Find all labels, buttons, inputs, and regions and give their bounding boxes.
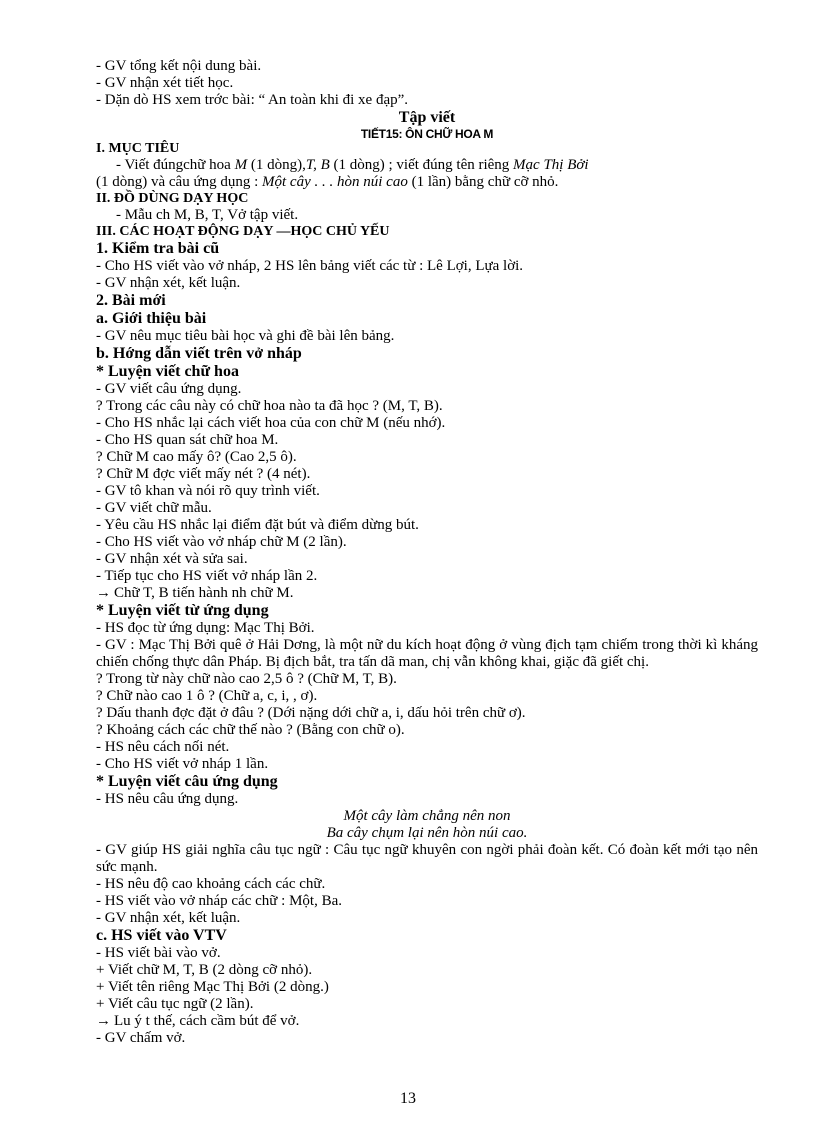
subsection-heading: * Luyện viết câu ứng dụng [96,773,278,790]
text-line [96,157,758,174]
section-heading: III. CÁC HOẠT ĐỘNG DẠY —HỌC CHỦ YẾU [96,224,390,239]
proverb-line: Ba cây chụm lại nên hòn núi cao. [326,825,528,841]
section-heading: I. MỤC TIÊU [96,141,180,156]
text-line [96,1013,758,1030]
text-line: - Cho HS viết vào vở nháp, 2 HS lên bảng viết các từ : Lê Lợi, Lựa lời. [96,258,524,274]
text-line: - Mẫu ch M, B, T, Vở tập viết. [116,207,299,223]
text-line: - GV nhận xét tiết học. [96,75,234,91]
right-arrow-icon: → [96,1013,111,1029]
text-line: ? Chữ nào cao 1 ô ? (Chữ a, c, i, , ơ). [96,688,318,704]
text-run: M [234,157,248,173]
text-paragraph: - GV giúp HS giải nghĩa câu tục ngữ : Câu tục ngữ khuyên con ngời phải đoàn kết. Có đoàn kết mới tạo nên sức mạnh. [96,842,758,875]
text-run: (1 dòng) và câu ứng dụng : [96,174,263,190]
subsection-heading: a. Giới thiệu bài [96,310,207,327]
text-line: - GV nhận xét, kết luận. [96,275,241,291]
text-run: Lu ý t thế, cách cầm bút để vở. [114,1013,300,1029]
text-line: ? Trong các câu này có chữ hoa nào ta đã học ? (M, T, B). [96,398,443,414]
text-line [96,585,758,602]
text-paragraph: - GV : Mạc Thị Bởi quê ở Hải Dơng, là một nữ du kích hoạt động ở vùng địch tạm chiếm trong thời kì kháng chiến chống thực dân Pháp. Bị địch bắt, tra tấn dã man, chị vẫn không khai, giặc đã giết chị. [96,637,758,670]
text-line: - GV viết chữ mẫu. [96,500,212,516]
text-line: - GV viết câu ứng dụng. [96,381,242,397]
subsection-heading: * Luyện viết chữ hoa [96,363,239,380]
text-line: - Dặn dò HS xem trớc bài: “ An toàn khi đi xe đạp”. [96,92,409,108]
subsection-heading: 2. Bài mới [96,292,166,309]
page-number: 13 [400,1090,416,1107]
text-run: (1 lần) bằng chữ cỡ nhỏ. [407,174,559,190]
text-line: - Yêu cầu HS nhắc lại điểm đặt bút và điểm dừng bút. [96,517,419,533]
proverb-line: Một cây làm chẳng nên non [343,808,511,824]
text-line: - GV tô khan và nói rõ quy trình viết. [96,483,320,499]
text-line: - Cho HS nhắc lại cách viết hoa của con chữ M (nếu nhớ). [96,415,446,431]
lesson-title: Tập viết [398,109,456,126]
text-line: - GV nhận xét, kết luận. [96,910,241,926]
text-line: ? Chữ M đợc viết mấy nét ? (4 nét). [96,466,311,482]
text-line: - HS nêu cách nối nét. [96,739,230,755]
text-run: T, B [305,157,330,173]
text-run: Chữ T, B tiến hành nh chữ M. [114,585,294,601]
text-line: - GV tổng kết nội dung bài. [96,58,262,74]
text-line: + Viết tên riêng Mạc Thị Bởi (2 dòng.) [96,979,329,995]
subsection-heading: * Luyện viết từ ứng dụng [96,602,269,619]
text-line: + Viết câu tục ngữ (2 lần). [96,996,254,1012]
text-run: Một cây . . . hòn núi cao [262,174,408,190]
subsection-heading: c. HS viết vào VTV [96,927,227,944]
text-line [96,174,758,191]
text-line: - Cho HS viết vở nháp 1 lần. [96,756,269,772]
text-line: - HS nêu câu ứng dụng. [96,791,239,807]
text-line: + Viết chữ M, T, B (2 dòng cỡ nhỏ). [96,962,313,978]
text-line: ? Khoảng cách các chữ thế nào ? (Bằng con chữ o). [96,722,405,738]
subsection-heading: 1. Kiểm tra bài cũ [96,240,220,257]
text-line: ? Dấu thanh đợc đặt ở đâu ? (Dới nặng dới chữ a, i, dấu hỏi trên chữ ơ). [96,705,526,721]
section-heading: II. ĐỒ DÙNG DẠY HỌC [96,191,249,206]
text-run: (1 dòng) ; viết đúng tên riêng [329,157,514,173]
text-run: - Viết đúngchữ hoa [116,157,235,173]
text-line: - HS viết bài vào vở. [96,945,221,961]
text-line: ? Trong từ này chữ nào cao 2,5 ô ? (Chữ M, T, B). [96,671,397,687]
text-line: - GV nêu mục tiêu bài học và ghi đề bài lên bảng. [96,328,395,344]
lesson-subtitle: TIẾT15: ÔN CHỮ HOA M [360,127,494,141]
text-line: - Cho HS quan sát chữ hoa M. [96,432,279,448]
text-line: - HS nêu độ cao khoảng cách các chữ. [96,876,326,892]
text-run: Mạc Thị Bởi [513,157,589,173]
right-arrow-icon: → [96,585,111,601]
text-line: - Cho HS viết vào vở nháp chữ M (2 lần). [96,534,347,550]
document-page [96,58,758,1047]
subsection-heading: b. Hớng dẫn viết trên vở nháp [96,345,302,362]
text-line: - Tiếp tục cho HS viết vở nháp lần 2. [96,568,318,584]
text-line: - HS đọc từ ứng dụng: Mạc Thị Bởi. [96,620,315,636]
text-run: (1 dòng), [247,157,306,173]
text-line: - HS viết vào vở nháp các chữ : Một, Ba. [96,893,343,909]
text-line: - GV nhận xét và sửa sai. [96,551,248,567]
text-line: - GV chấm vở. [96,1030,186,1046]
text-line: ? Chữ M cao mấy ô? (Cao 2,5 ô). [96,449,297,465]
